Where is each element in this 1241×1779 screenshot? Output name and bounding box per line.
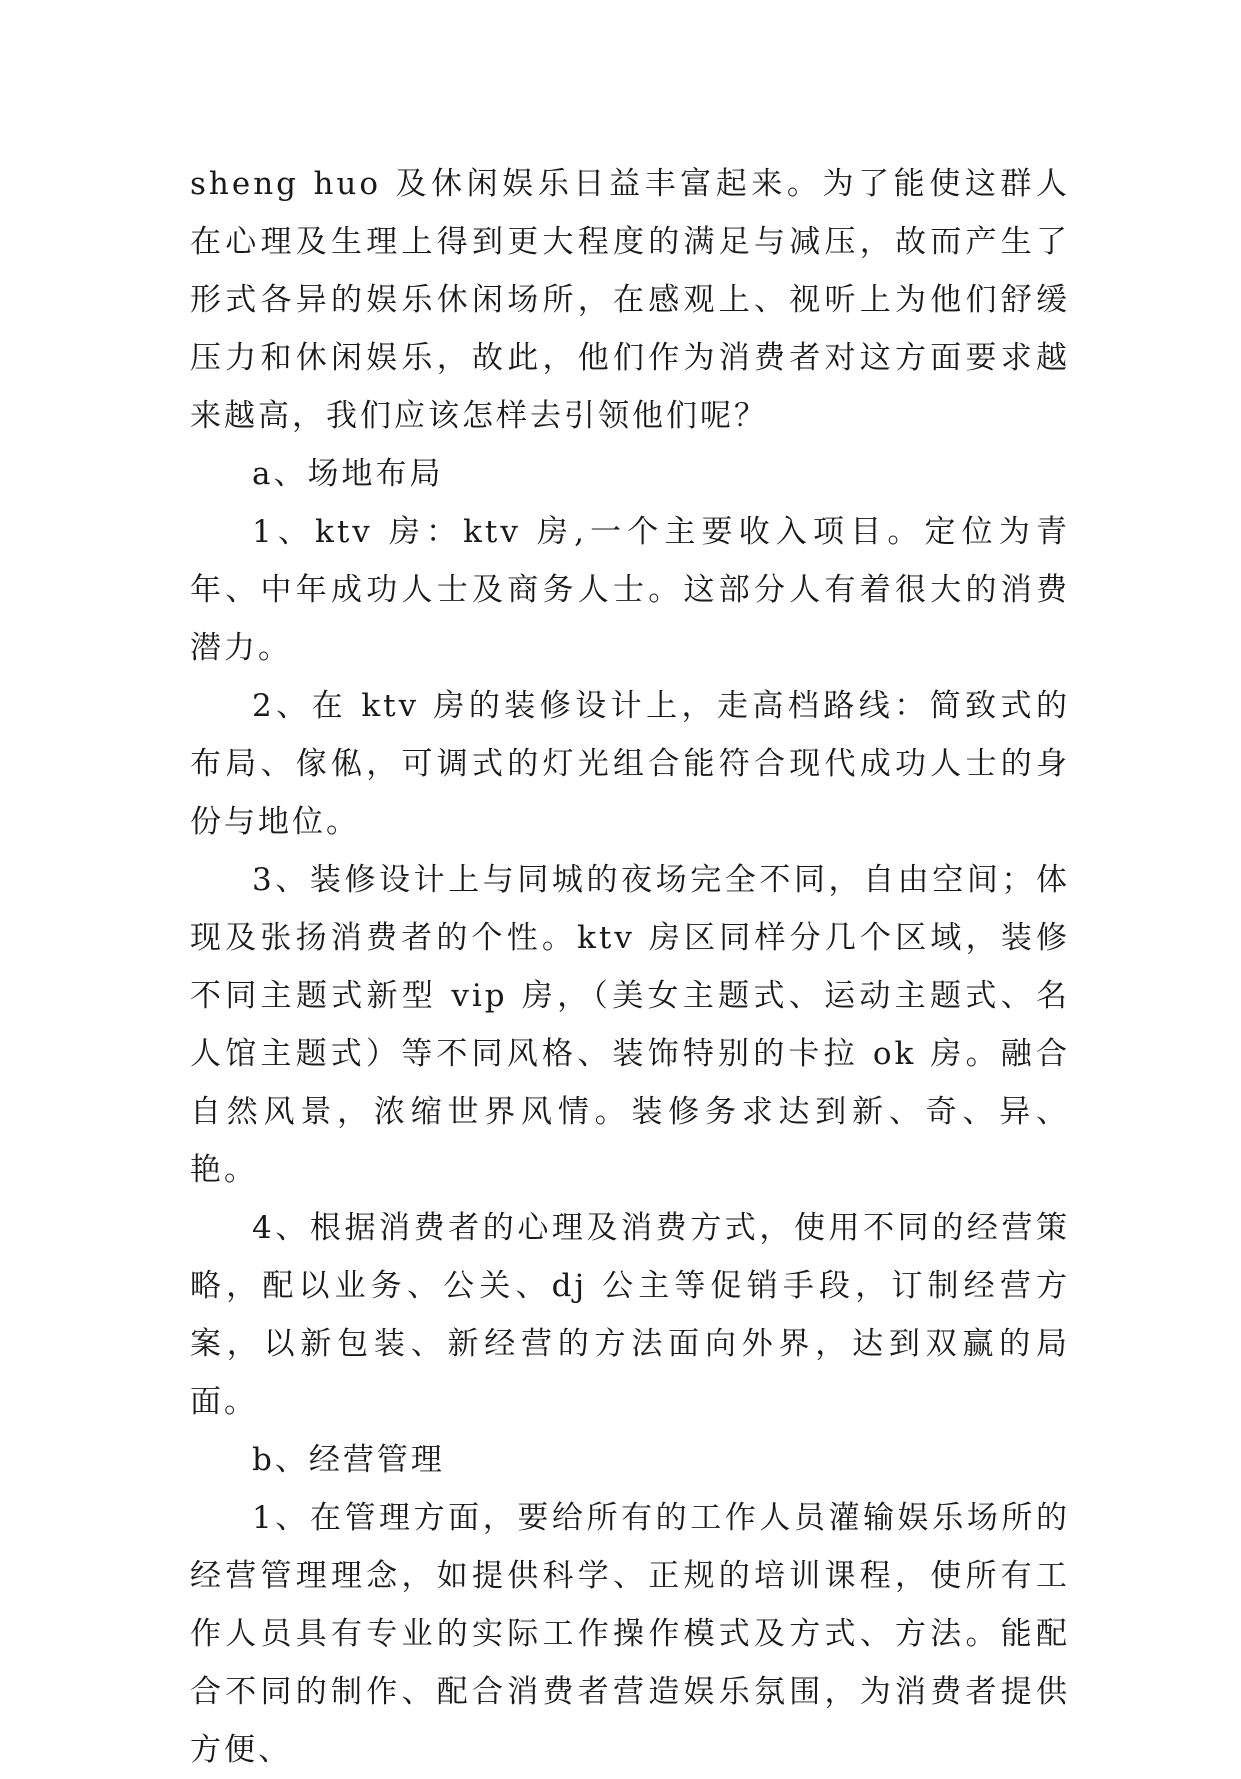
paragraph-decoration-design: 2、在 ktv 房的装修设计上，走高档路线：简致式的布局、傢俬，可调式的灯光组合能符合现代成功人士的身份与地位。 xyxy=(190,688,1070,840)
heading-site-layout: a、场地布局 xyxy=(252,456,444,492)
paragraph-staff-training: 1、在管理方面，要给所有的工作人员灌输娱乐场所的经营管理理念，如提供科学、正规的培训课程，使所有工作人员具有专业的实际工作操作模式及方式、方法。能配合不同的制作、配合消费者营造娱乐氛围，为消费者提供方便、 xyxy=(190,1500,1070,1768)
heading-operations-management: b、经营管理 xyxy=(252,1442,445,1478)
paragraph-themed-rooms: 3、装修设计上与同城的夜场完全不同，自由空间；体现及张扬消费者的个性。ktv 房区同样分几个区域，装修不同主题式新型 vip 房，（美女主题式、运动主题式、名人馆主题式）等不同风格、装饰特别的卡拉 ok 房。融合自然风景，浓缩世界风情。装修务求达到新、奇、异、艳。 xyxy=(190,862,1070,1188)
paragraph-continuation: sheng huo 及休闲娱乐日益丰富起来。为了能使这群人在心理及生理上得到更大程度的满足与减压，故而产生了形式各异的娱乐休闲场所，在感观上、视听上为他们舒缓压力和休闲娱乐，故此，他们作为消费者对这方面要求越来越高，我们应该怎样去引领他们呢？ xyxy=(190,166,1070,434)
paragraph-ktv-room: 1、ktv 房：ktv 房,一个主要收入项目。定位为青年、中年成功人士及商务人士。这部分人有着很大的消费潜力。 xyxy=(190,514,1070,666)
paragraph-business-strategy: 4、根据消费者的心理及消费方式，使用不同的经营策略，配以业务、公关、dj 公主等促销手段，订制经营方案，以新包装、新经营的方法面向外界，达到双赢的局面。 xyxy=(190,1210,1070,1420)
document-body xyxy=(190,155,1070,1779)
